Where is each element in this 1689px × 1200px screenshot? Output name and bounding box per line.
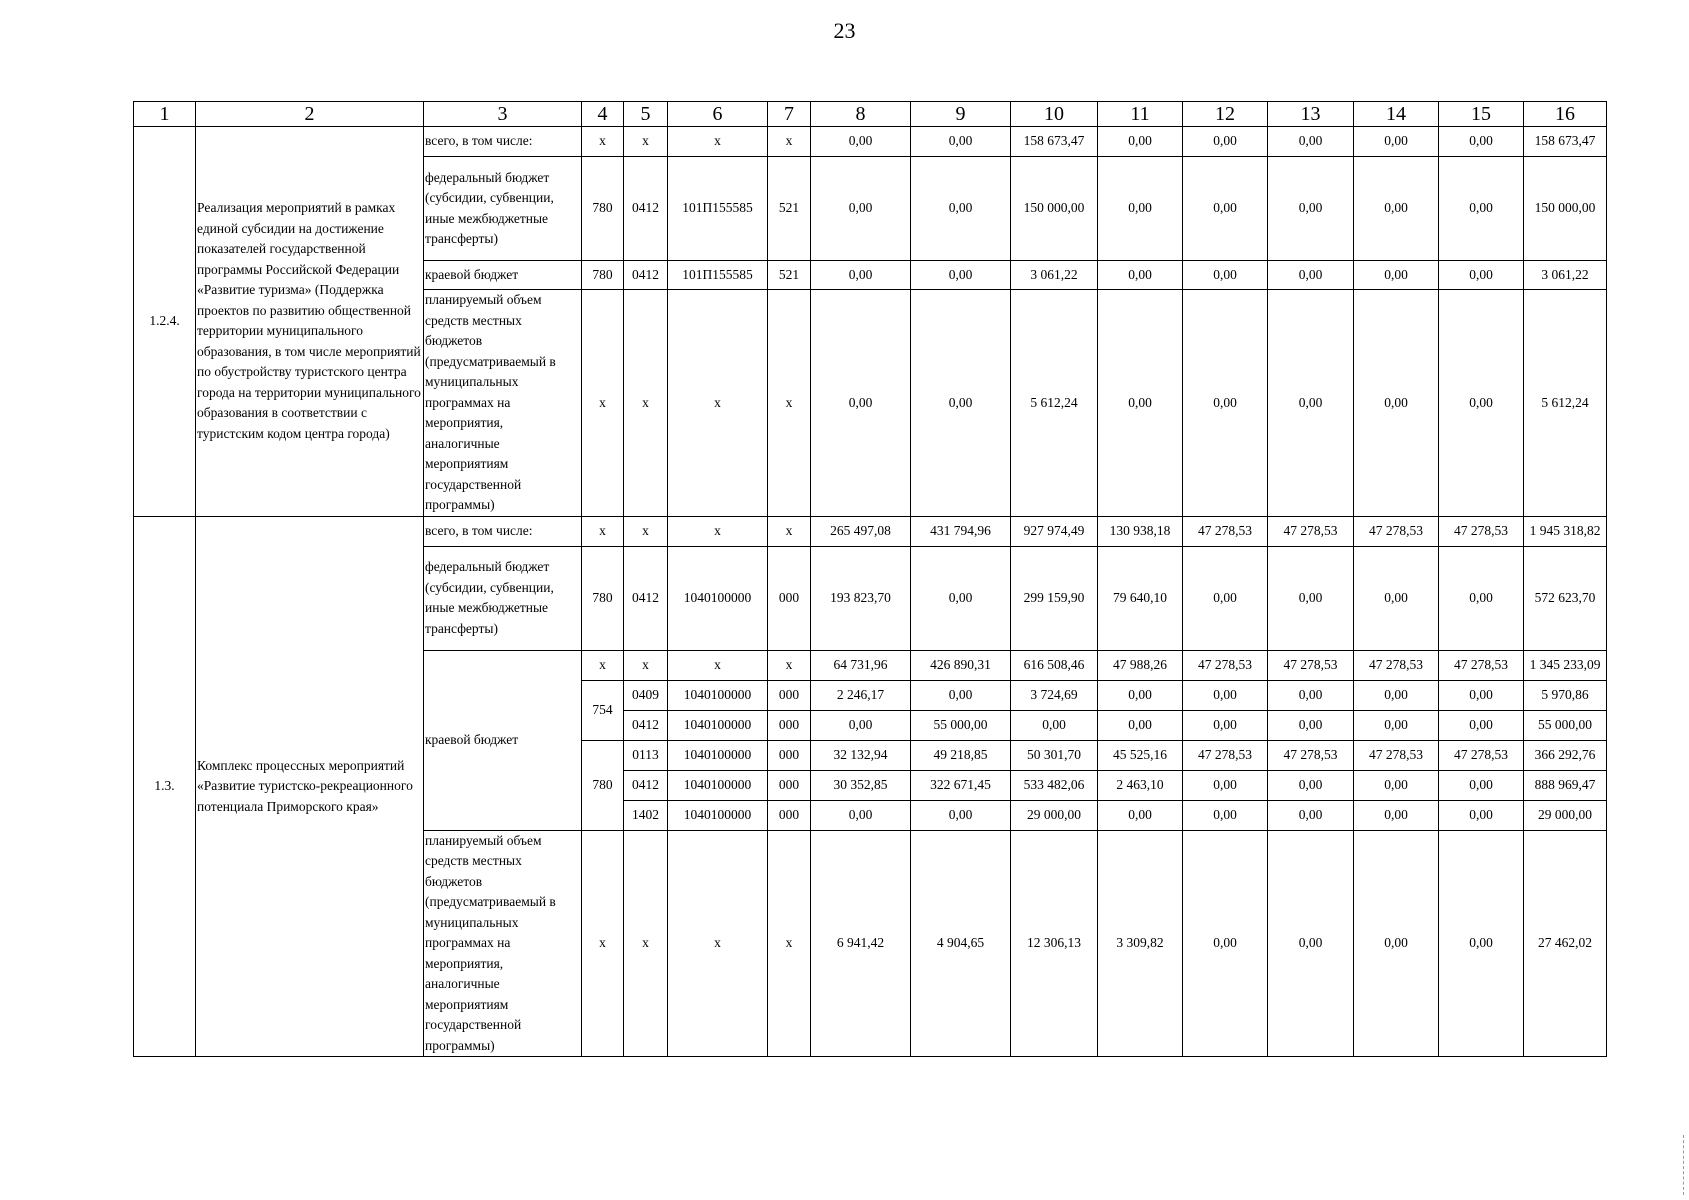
cell: 780 <box>582 157 624 261</box>
value-cell: 3 061,22 <box>1011 261 1098 290</box>
value-cell: 0,00 <box>1439 800 1524 830</box>
value-cell: 158 673,47 <box>1011 127 1098 157</box>
funding-source: всего, в том числе: <box>424 127 582 157</box>
value-cell: 158 673,47 <box>1524 127 1607 157</box>
cell: 521 <box>768 157 811 261</box>
value-cell: 0,00 <box>1183 800 1268 830</box>
cell: 1040100000 <box>668 800 768 830</box>
value-cell: 0,00 <box>1354 290 1439 517</box>
value-cell: 0,00 <box>1183 830 1268 1057</box>
value-cell: 0,00 <box>1268 710 1354 740</box>
value-cell: 616 508,46 <box>1011 650 1098 680</box>
value-cell: 0,00 <box>1098 680 1183 710</box>
cell: 1040100000 <box>668 740 768 770</box>
value-cell: 533 482,06 <box>1011 770 1098 800</box>
value-cell: 0,00 <box>1439 290 1524 517</box>
value-cell: 265 497,08 <box>811 516 911 546</box>
value-cell: 0,00 <box>1098 710 1183 740</box>
funding-source: краевой бюджет <box>424 261 582 290</box>
cell: 0412 <box>624 710 668 740</box>
value-cell: 0,00 <box>811 800 911 830</box>
cell: 754 <box>582 680 624 740</box>
value-cell: 47 278,53 <box>1439 516 1524 546</box>
value-cell: 0,00 <box>1268 546 1354 650</box>
value-cell: 0,00 <box>1183 770 1268 800</box>
funding-source: планируемый объем средств местных бюджетов (предусматриваемый в муниципальных программах на мероприятия, аналогичные мероприятиям государственной программы) <box>424 290 582 517</box>
value-cell: 888 969,47 <box>1524 770 1607 800</box>
value-cell: 47 278,53 <box>1183 740 1268 770</box>
value-cell: 0,00 <box>1354 680 1439 710</box>
value-cell: 5 612,24 <box>1524 290 1607 517</box>
binding-edge-marks <box>1683 1135 1685 1195</box>
value-cell: 0,00 <box>811 127 911 157</box>
cell: x <box>582 290 624 517</box>
cell: 101П155585 <box>668 157 768 261</box>
value-cell: 927 974,49 <box>1011 516 1098 546</box>
value-cell: 30 352,85 <box>811 770 911 800</box>
cell: x <box>668 650 768 680</box>
cell: 0113 <box>624 740 668 770</box>
table-row <box>134 127 1607 157</box>
value-cell: 47 278,53 <box>1439 650 1524 680</box>
cell: x <box>624 650 668 680</box>
value-cell: 2 463,10 <box>1098 770 1183 800</box>
cell: 000 <box>768 680 811 710</box>
value-cell: 55 000,00 <box>1524 710 1607 740</box>
header-cell: 14 <box>1354 102 1439 127</box>
cell: 780 <box>582 740 624 830</box>
cell: x <box>624 290 668 517</box>
funding-source: планируемый объем средств местных бюджетов (предусматриваемый в муниципальных программах на мероприятия, аналогичные мероприятиям государственной программы) <box>424 830 582 1057</box>
cell: x <box>582 830 624 1057</box>
value-cell: 431 794,96 <box>911 516 1011 546</box>
value-cell: 50 301,70 <box>1011 740 1098 770</box>
value-cell: 0,00 <box>1268 680 1354 710</box>
value-cell: 0,00 <box>1439 127 1524 157</box>
cell: 780 <box>582 261 624 290</box>
value-cell: 0,00 <box>1183 546 1268 650</box>
value-cell: 4 904,65 <box>911 830 1011 1057</box>
value-cell: 47 278,53 <box>1268 740 1354 770</box>
value-cell: 5 612,24 <box>1011 290 1098 517</box>
value-cell: 49 218,85 <box>911 740 1011 770</box>
cell: 000 <box>768 740 811 770</box>
value-cell: 0,00 <box>1183 157 1268 261</box>
value-cell: 0,00 <box>1439 710 1524 740</box>
value-cell: 45 525,16 <box>1098 740 1183 770</box>
value-cell: 0,00 <box>1439 830 1524 1057</box>
cell: x <box>668 290 768 517</box>
value-cell: 193 823,70 <box>811 546 911 650</box>
cell: 101П155585 <box>668 261 768 290</box>
value-cell: 426 890,31 <box>911 650 1011 680</box>
value-cell: 0,00 <box>1354 127 1439 157</box>
value-cell: 322 671,45 <box>911 770 1011 800</box>
value-cell: 2 246,17 <box>811 680 911 710</box>
value-cell: 0,00 <box>1268 127 1354 157</box>
cell: x <box>582 127 624 157</box>
value-cell: 47 278,53 <box>1439 740 1524 770</box>
value-cell: 0,00 <box>911 680 1011 710</box>
header-cell: 8 <box>811 102 911 127</box>
value-cell: 0,00 <box>911 127 1011 157</box>
value-cell: 32 132,94 <box>811 740 911 770</box>
value-cell: 0,00 <box>1439 261 1524 290</box>
header-cell: 10 <box>1011 102 1098 127</box>
funding-source: федеральный бюджет (субсидии, субвенции, иные межбюджетные трансферты) <box>424 157 582 261</box>
funding-source: федеральный бюджет (субсидии, субвенции, иные межбюджетные трансферты) <box>424 546 582 650</box>
cell: 521 <box>768 261 811 290</box>
value-cell: 0,00 <box>1354 770 1439 800</box>
table-row <box>134 516 1607 546</box>
value-cell: 0,00 <box>1268 830 1354 1057</box>
header-cell: 9 <box>911 102 1011 127</box>
value-cell: 0,00 <box>1268 261 1354 290</box>
header-cell: 15 <box>1439 102 1524 127</box>
funding-source: всего, в том числе: <box>424 516 582 546</box>
value-cell: 3 309,82 <box>1098 830 1183 1057</box>
header-cell: 2 <box>196 102 424 127</box>
value-cell: 0,00 <box>1354 800 1439 830</box>
value-cell: 0,00 <box>1354 261 1439 290</box>
value-cell: 0,00 <box>1098 290 1183 517</box>
value-cell: 47 278,53 <box>1354 516 1439 546</box>
cell: 0412 <box>624 157 668 261</box>
value-cell: 47 278,53 <box>1268 516 1354 546</box>
cell: 0412 <box>624 546 668 650</box>
cell: x <box>768 127 811 157</box>
item-code: 1.2.4. <box>134 127 196 517</box>
value-cell: 0,00 <box>1011 710 1098 740</box>
header-cell: 3 <box>424 102 582 127</box>
value-cell: 55 000,00 <box>911 710 1011 740</box>
value-cell: 150 000,00 <box>1011 157 1098 261</box>
value-cell: 27 462,02 <box>1524 830 1607 1057</box>
header-row <box>134 102 1607 127</box>
value-cell: 12 306,13 <box>1011 830 1098 1057</box>
value-cell: 3 724,69 <box>1011 680 1098 710</box>
item-title: Реализация мероприятий в рамках единой субсидии на достижение показателей государственной программы Российской Федерации «Развитие туризма» (Поддержка проектов по развитию общественной территории муниципального образования, в том числе мероприятий по обустройству туристского центра города на территории муниципального образования в соответствии с туристским кодом центра города) <box>196 127 424 517</box>
header-cell: 13 <box>1268 102 1354 127</box>
value-cell: 1 945 318,82 <box>1524 516 1607 546</box>
header-cell: 4 <box>582 102 624 127</box>
page-number: 23 <box>833 18 856 43</box>
value-cell: 0,00 <box>911 546 1011 650</box>
value-cell: 47 278,53 <box>1183 650 1268 680</box>
header-cell: 6 <box>668 102 768 127</box>
value-cell: 0,00 <box>1354 830 1439 1057</box>
value-cell: 29 000,00 <box>1011 800 1098 830</box>
cell: x <box>668 516 768 546</box>
value-cell: 47 278,53 <box>1354 740 1439 770</box>
item-title: Комплекс процессных мероприятий «Развитие туристско-рекреационного потенциала Приморского края» <box>196 516 424 1057</box>
cell: x <box>624 830 668 1057</box>
cell: 0409 <box>624 680 668 710</box>
value-cell: 0,00 <box>811 261 911 290</box>
cell: 1040100000 <box>668 546 768 650</box>
value-cell: 0,00 <box>1354 157 1439 261</box>
cell: 0412 <box>624 770 668 800</box>
funding-source: краевой бюджет <box>424 650 582 830</box>
header-cell: 5 <box>624 102 668 127</box>
header-cell: 16 <box>1524 102 1607 127</box>
value-cell: 0,00 <box>1098 127 1183 157</box>
value-cell: 79 640,10 <box>1098 546 1183 650</box>
cell: x <box>768 830 811 1057</box>
value-cell: 1 345 233,09 <box>1524 650 1607 680</box>
value-cell: 0,00 <box>1098 157 1183 261</box>
cell: 780 <box>582 546 624 650</box>
value-cell: 299 159,90 <box>1011 546 1098 650</box>
value-cell: 0,00 <box>1183 710 1268 740</box>
cell: x <box>768 290 811 517</box>
cell: 000 <box>768 710 811 740</box>
value-cell: 0,00 <box>1098 800 1183 830</box>
value-cell: 572 623,70 <box>1524 546 1607 650</box>
value-cell: 0,00 <box>1439 770 1524 800</box>
value-cell: 0,00 <box>811 290 911 517</box>
value-cell: 0,00 <box>1183 680 1268 710</box>
cell: 000 <box>768 800 811 830</box>
value-cell: 0,00 <box>1268 800 1354 830</box>
cell: x <box>668 830 768 1057</box>
value-cell: 47 988,26 <box>1098 650 1183 680</box>
value-cell: 0,00 <box>1183 290 1268 517</box>
item-code: 1.3. <box>134 516 196 1057</box>
value-cell: 0,00 <box>1439 680 1524 710</box>
cell: 1040100000 <box>668 710 768 740</box>
header-cell: 11 <box>1098 102 1183 127</box>
value-cell: 0,00 <box>1268 290 1354 517</box>
value-cell: 47 278,53 <box>1183 516 1268 546</box>
value-cell: 64 731,96 <box>811 650 911 680</box>
value-cell: 0,00 <box>1268 157 1354 261</box>
value-cell: 366 292,76 <box>1524 740 1607 770</box>
value-cell: 0,00 <box>911 157 1011 261</box>
cell: x <box>582 650 624 680</box>
cell: x <box>624 127 668 157</box>
header-cell: 12 <box>1183 102 1268 127</box>
value-cell: 3 061,22 <box>1524 261 1607 290</box>
value-cell: 0,00 <box>1439 157 1524 261</box>
cell: x <box>624 516 668 546</box>
value-cell: 0,00 <box>1354 546 1439 650</box>
header-cell: 7 <box>768 102 811 127</box>
cell: 1040100000 <box>668 680 768 710</box>
cell: 000 <box>768 546 811 650</box>
cell: 000 <box>768 770 811 800</box>
cell: 1402 <box>624 800 668 830</box>
value-cell: 0,00 <box>1183 261 1268 290</box>
value-cell: 0,00 <box>811 157 911 261</box>
value-cell: 0,00 <box>1439 546 1524 650</box>
value-cell: 0,00 <box>911 800 1011 830</box>
value-cell: 130 938,18 <box>1098 516 1183 546</box>
cell: 1040100000 <box>668 770 768 800</box>
value-cell: 150 000,00 <box>1524 157 1607 261</box>
value-cell: 47 278,53 <box>1354 650 1439 680</box>
value-cell: 0,00 <box>1183 127 1268 157</box>
budget-table <box>133 101 1607 1057</box>
value-cell: 47 278,53 <box>1268 650 1354 680</box>
cell: x <box>582 516 624 546</box>
value-cell: 0,00 <box>911 290 1011 517</box>
value-cell: 0,00 <box>1098 261 1183 290</box>
header-cell: 1 <box>134 102 196 127</box>
cell: x <box>768 516 811 546</box>
value-cell: 5 970,86 <box>1524 680 1607 710</box>
cell: x <box>668 127 768 157</box>
value-cell: 29 000,00 <box>1524 800 1607 830</box>
value-cell: 0,00 <box>811 710 911 740</box>
value-cell: 6 941,42 <box>811 830 911 1057</box>
cell: 0412 <box>624 261 668 290</box>
value-cell: 0,00 <box>911 261 1011 290</box>
cell: x <box>768 650 811 680</box>
value-cell: 0,00 <box>1268 770 1354 800</box>
value-cell: 0,00 <box>1354 710 1439 740</box>
